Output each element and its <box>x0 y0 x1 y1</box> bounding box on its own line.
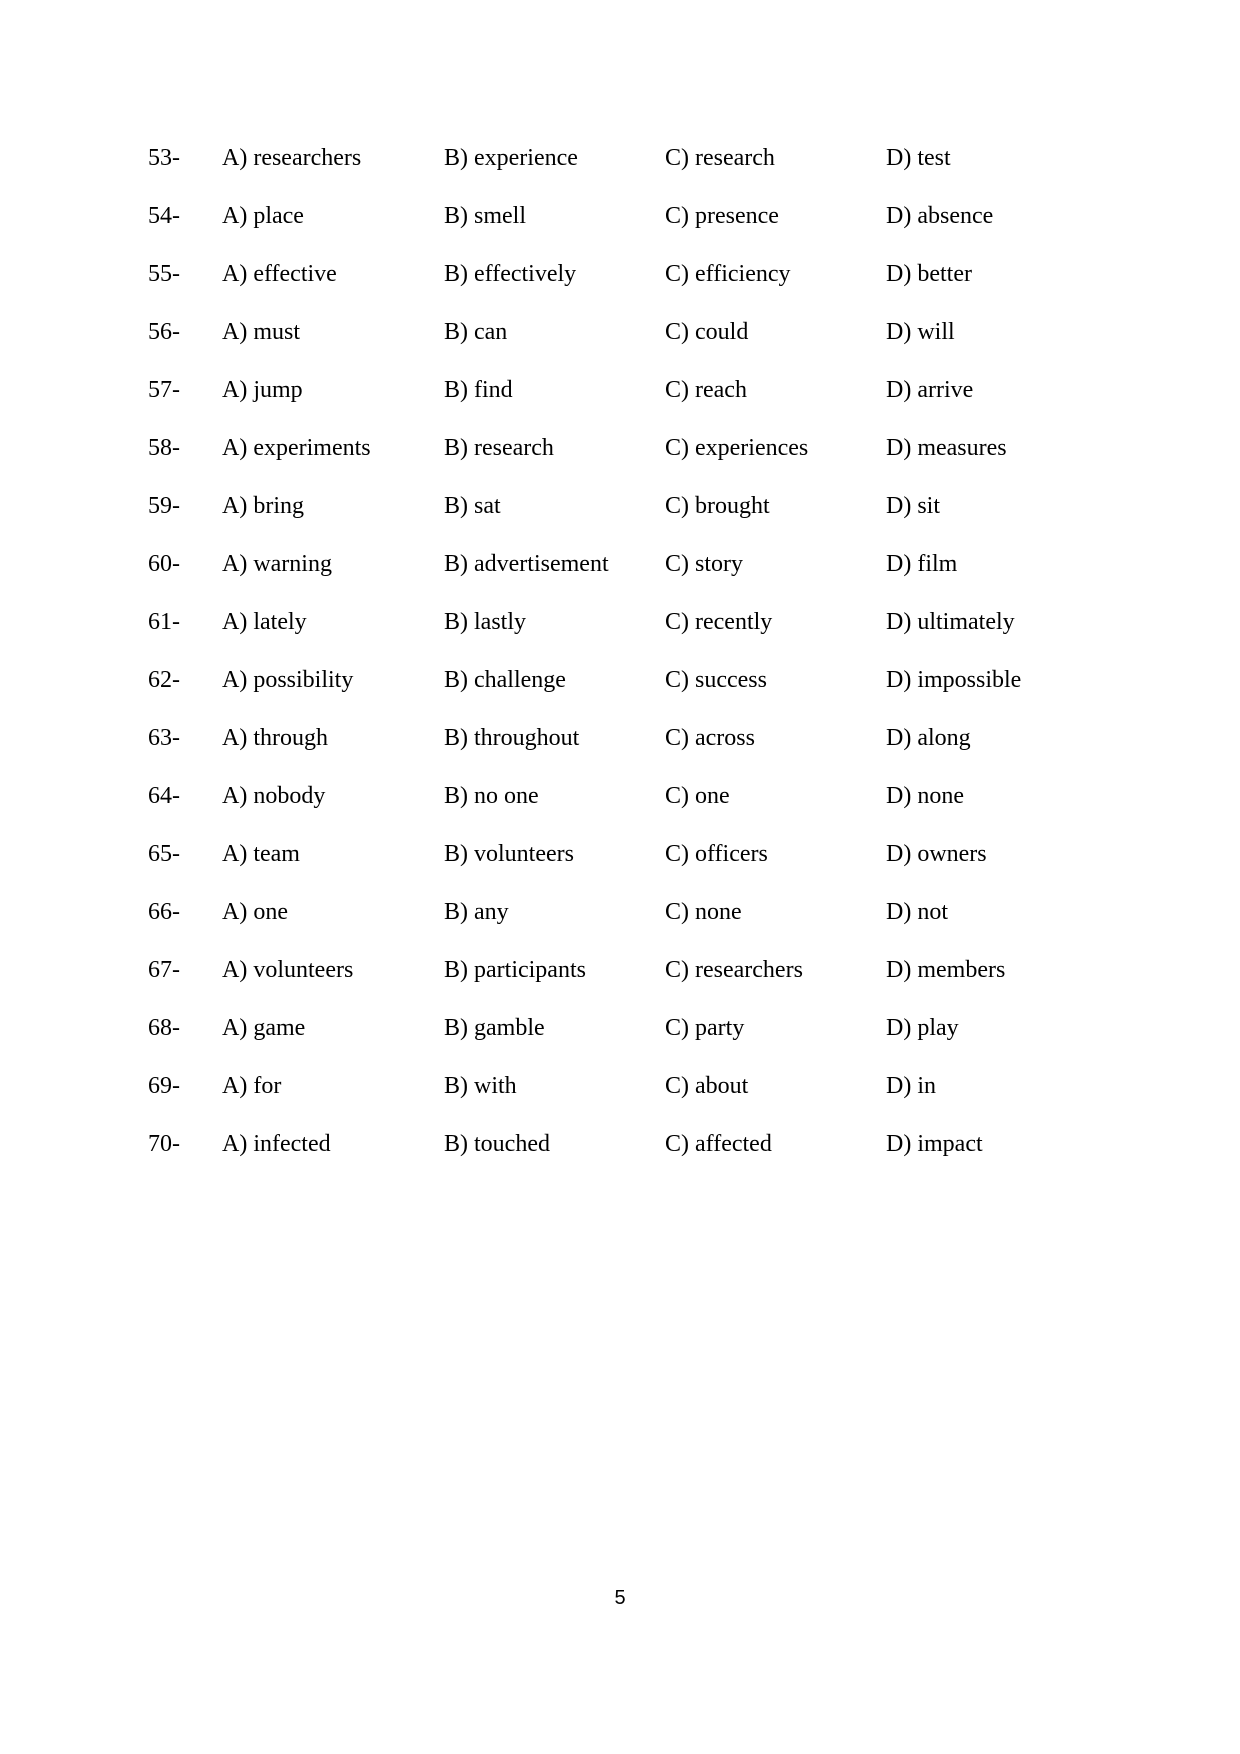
option-b: B) lastly <box>444 609 526 635</box>
option-c: C) about <box>665 1073 749 1099</box>
option-d: D) measures <box>886 435 1007 461</box>
option-c: C) researchers <box>665 957 803 983</box>
option-a: A) possibility <box>222 667 354 693</box>
option-a: A) volunteers <box>222 957 354 983</box>
option-b: B) participants <box>444 957 586 983</box>
option-d: D) none <box>886 783 964 809</box>
option-a: A) experiments <box>222 435 371 461</box>
option-c: C) across <box>665 725 755 751</box>
page-number: 5 <box>614 1587 626 1609</box>
question-number: 69- <box>148 1073 180 1099</box>
question-list <box>148 144 1128 1188</box>
question-number: 54- <box>148 203 180 229</box>
question-row <box>148 318 1128 376</box>
option-a: A) jump <box>222 377 303 403</box>
question-row <box>148 724 1128 782</box>
question-row <box>148 492 1128 550</box>
option-a: A) place <box>222 203 304 229</box>
option-d: D) sit <box>886 493 940 519</box>
question-row <box>148 666 1128 724</box>
question-row <box>148 434 1128 492</box>
option-c: C) none <box>665 899 742 925</box>
option-a: A) through <box>222 725 328 751</box>
option-d: D) owners <box>886 841 987 867</box>
option-b: B) can <box>444 319 508 345</box>
option-a: A) nobody <box>222 783 326 809</box>
option-c: C) affected <box>665 1131 772 1157</box>
option-d: D) better <box>886 261 972 287</box>
option-b: B) throughout <box>444 725 580 751</box>
option-a: A) researchers <box>222 145 362 171</box>
question-row <box>148 202 1128 260</box>
question-number: 66- <box>148 899 180 925</box>
option-a: A) effective <box>222 261 337 287</box>
option-b: B) experience <box>444 145 578 171</box>
question-number: 61- <box>148 609 180 635</box>
question-number: 67- <box>148 957 180 983</box>
option-d: D) along <box>886 725 971 751</box>
question-number: 63- <box>148 725 180 751</box>
option-b: B) with <box>444 1073 517 1099</box>
option-d: D) will <box>886 319 955 345</box>
question-row <box>148 1014 1128 1072</box>
option-b: B) effectively <box>444 261 577 287</box>
question-number: 53- <box>148 145 180 171</box>
question-row <box>148 260 1128 318</box>
option-b: B) sat <box>444 493 501 519</box>
option-b: B) advertisement <box>444 551 609 577</box>
option-b: B) any <box>444 899 509 925</box>
option-c: C) experiences <box>665 435 809 461</box>
option-a: A) warning <box>222 551 332 577</box>
option-b: B) volunteers <box>444 841 574 867</box>
question-row <box>148 376 1128 434</box>
option-c: C) efficiency <box>665 261 791 287</box>
option-c: C) officers <box>665 841 768 867</box>
option-b: B) touched <box>444 1131 550 1157</box>
option-d: D) play <box>886 1015 959 1041</box>
option-d: D) test <box>886 145 951 171</box>
option-c: C) story <box>665 551 743 577</box>
option-b: B) challenge <box>444 667 566 693</box>
option-d: D) absence <box>886 203 994 229</box>
question-number: 65- <box>148 841 180 867</box>
question-number: 70- <box>148 1131 180 1157</box>
option-d: D) in <box>886 1073 936 1099</box>
option-b: B) smell <box>444 203 526 229</box>
option-d: D) arrive <box>886 377 974 403</box>
option-a: A) game <box>222 1015 306 1041</box>
question-row <box>148 956 1128 1014</box>
question-row <box>148 1130 1128 1188</box>
option-d: D) ultimately <box>886 609 1015 635</box>
question-number: 64- <box>148 783 180 809</box>
option-d: D) impossible <box>886 667 1022 693</box>
question-row <box>148 550 1128 608</box>
question-row <box>148 782 1128 840</box>
option-d: D) members <box>886 957 1006 983</box>
option-c: C) presence <box>665 203 779 229</box>
option-a: A) team <box>222 841 300 867</box>
option-d: D) film <box>886 551 958 577</box>
option-d: D) impact <box>886 1131 983 1157</box>
option-c: C) recently <box>665 609 773 635</box>
option-b: B) gamble <box>444 1015 545 1041</box>
option-a: A) bring <box>222 493 304 519</box>
option-c: C) could <box>665 319 749 345</box>
option-c: C) success <box>665 667 767 693</box>
question-number: 59- <box>148 493 180 519</box>
question-number: 56- <box>148 319 180 345</box>
question-number: 62- <box>148 667 180 693</box>
question-row <box>148 1072 1128 1130</box>
question-number: 68- <box>148 1015 180 1041</box>
option-a: A) lately <box>222 609 307 635</box>
question-row <box>148 144 1128 202</box>
option-b: B) find <box>444 377 513 403</box>
option-a: A) infected <box>222 1131 331 1157</box>
question-number: 55- <box>148 261 180 287</box>
question-number: 60- <box>148 551 180 577</box>
option-b: B) research <box>444 435 554 461</box>
question-number: 57- <box>148 377 180 403</box>
option-a: A) for <box>222 1073 282 1099</box>
option-d: D) not <box>886 899 948 925</box>
option-a: A) one <box>222 899 288 925</box>
option-c: C) party <box>665 1015 745 1041</box>
question-row <box>148 608 1128 666</box>
option-c: C) research <box>665 145 775 171</box>
question-number: 58- <box>148 435 180 461</box>
option-c: C) reach <box>665 377 747 403</box>
option-c: C) brought <box>665 493 770 519</box>
option-b: B) no one <box>444 783 539 809</box>
question-row <box>148 840 1128 898</box>
option-a: A) must <box>222 319 300 345</box>
question-row <box>148 898 1128 956</box>
option-c: C) one <box>665 783 730 809</box>
